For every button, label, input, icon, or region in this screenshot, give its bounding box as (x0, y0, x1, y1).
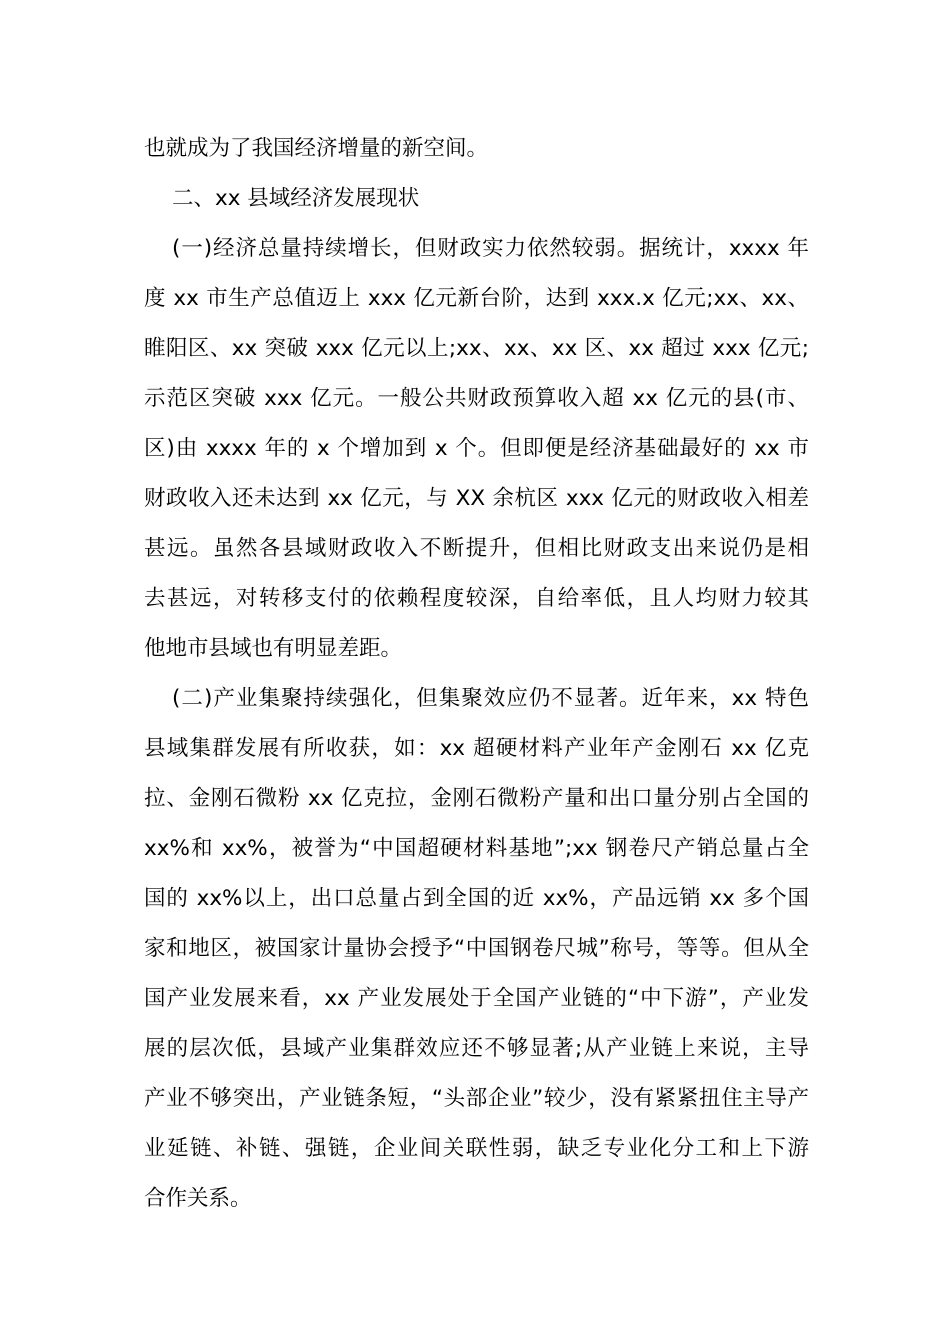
paragraph-line: 区)由 xxxx 年的 x 个增加到 x 个。但即便是经济基础最好的 xx 市 (144, 436, 809, 461)
paragraph-line: 展的层次低，县域产业集群效应还不够显著;从产业链上来说，主导 (144, 1036, 809, 1061)
paragraph-line: (一)经济总量持续增长，但财政实力依然较弱。据统计，xxxx 年 (172, 236, 809, 261)
paragraph-line: (二)产业集聚持续强化，但集聚效应仍不显著。近年来，xx 特色 (172, 686, 809, 711)
paragraph-line: 度 xx 市生产总值迈上 xxx 亿元新台阶，达到 xxx.x 亿元;xx、xx、 (144, 286, 809, 311)
paragraph-line: 也就成为了我国经济增量的新空间。 (144, 136, 489, 161)
paragraph-line: 财政收入还未达到 xx 亿元，与 XX 余杭区 xxx 亿元的财政收入相差 (144, 486, 809, 511)
paragraph-line: 示范区突破 xxx 亿元。一般公共财政预算收入超 xx 亿元的县(市、 (144, 386, 809, 411)
paragraph-line: xx%和 xx%，被誉为“中国超硬材料基地”;xx 钢卷尺产销总量占全 (144, 836, 809, 861)
paragraph-line: 去甚远，对转移支付的依赖程度较深，自给率低，且人均财力较其 (144, 586, 809, 611)
paragraph-line: 县域集群发展有所收获，如：xx 超硬材料产业年产金刚石 xx 亿克 (144, 736, 809, 761)
paragraph-line: 甚远。虽然各县域财政收入不断提升，但相比财政支出来说仍是相 (144, 536, 809, 561)
paragraph-line: 拉、金刚石微粉 xx 亿克拉，金刚石微粉产量和出口量分别占全国的 (144, 786, 809, 811)
paragraph-line: 国的 xx%以上，出口总量占到全国的近 xx%，产品远销 xx 多个国 (144, 886, 809, 911)
section-heading: 二、xx 县域经济发展现状 (172, 186, 420, 211)
paragraph-line: 睢阳区、xx 突破 xxx 亿元以上;xx、xx、xx 区、xx 超过 xxx 亿元; (144, 336, 809, 361)
paragraph-line: 家和地区，被国家计量协会授予“中国钢卷尺城”称号，等等。但从全 (144, 936, 809, 961)
paragraph-line: 合作关系。 (144, 1186, 252, 1211)
paragraph-line: 产业不够突出，产业链条短，“头部企业”较少，没有紧紧扭住主导产 (144, 1086, 809, 1111)
paragraph-line: 国产业发展来看，xx 产业发展处于全国产业链的“中下游”，产业发 (144, 986, 809, 1011)
paragraph-line: 他地市县域也有明显差距。 (144, 636, 403, 661)
paragraph-line: 业延链、补链、强链，企业间关联性弱，缺乏专业化分工和上下游 (144, 1136, 809, 1161)
